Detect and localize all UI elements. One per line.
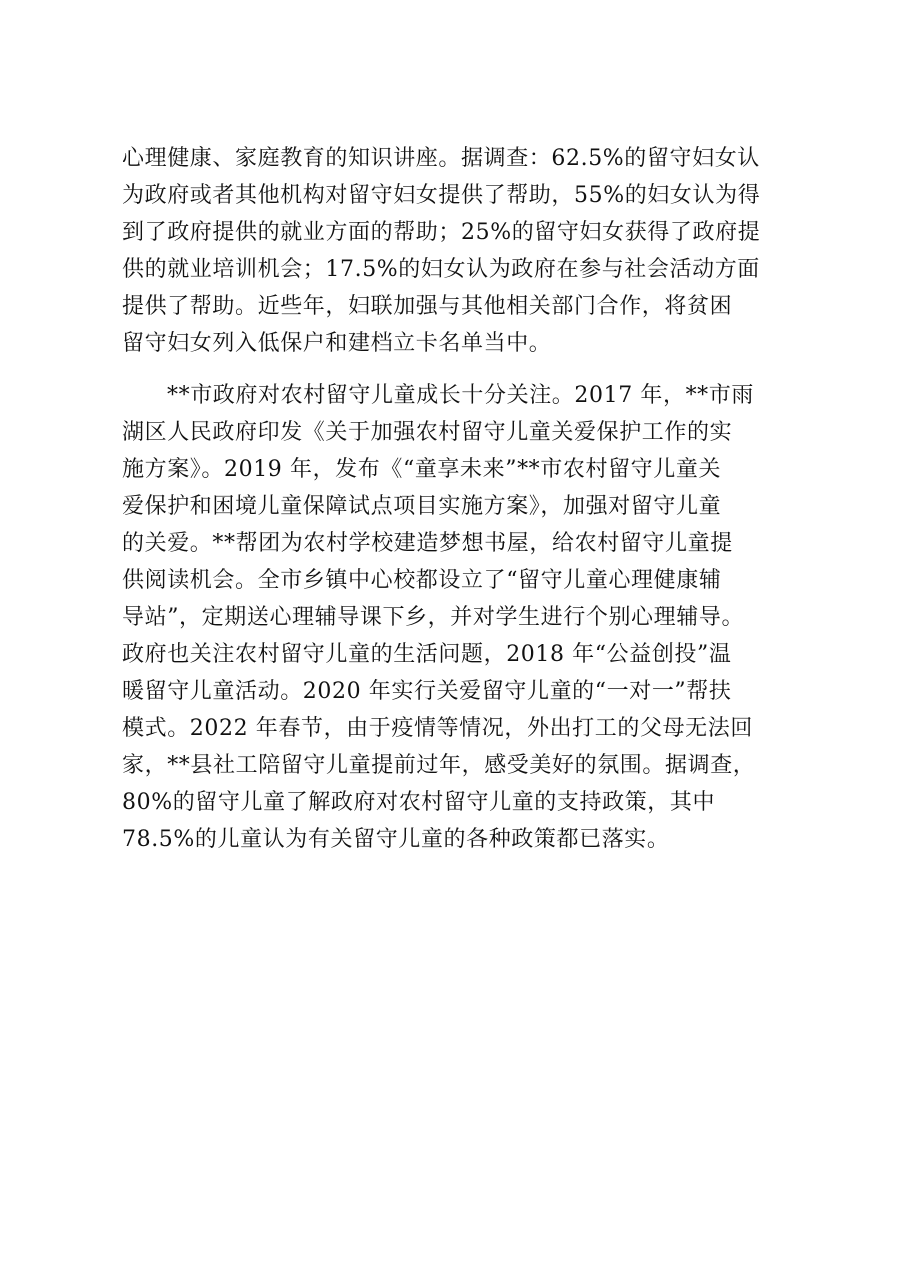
text-line-first: **市政府对农村留守儿童成长十分关注。2017 年，**市雨: [167, 383, 754, 408]
text-line: 政府也关注农村留守儿童的生活问题，2018 年“公益创投”温: [122, 642, 732, 667]
text-line: 爱保护和困境儿童保障试点项目实施方案》，加强对留守儿童: [122, 494, 722, 519]
text-line: 湖区人民政府印发《关于加强农村留守儿童关爱保护工作的实: [122, 420, 733, 445]
text-line: 留守妇女列入低保户和建档立卡名单当中。: [122, 331, 552, 356]
text-line: 模式。2022 年春节，由于疫情等情况，外出打工的父母无法回: [122, 716, 753, 741]
text-line: 导站”，定期送心理辅导课下乡，并对学生进行个别心理辅导。: [122, 605, 745, 630]
text-line: 供阅读机会。全市乡镇中心校都设立了“留守儿童心理健康辅: [122, 568, 722, 593]
text-line: 施方案》。2019 年，发布《“童享未来”**市农村留守儿童关: [122, 457, 722, 482]
paragraph-1: [122, 140, 802, 362]
text-line: 供的就业培训机会；17.5%的妇女认为政府在参与社会活动方面: [122, 257, 760, 282]
paragraph-spacer: [122, 362, 802, 377]
document-body: [122, 140, 802, 858]
paragraph-2: [122, 377, 802, 858]
text-line: 暖留守儿童活动。2020 年实行关爱留守儿童的“一对一”帮扶: [122, 679, 732, 704]
text-line: 提供了帮助。近些年，妇联加强与其他相关部门合作，将贫困: [122, 294, 733, 319]
text-line: 80%的留守儿童了解政府对农村留守儿童的支持政策，其中: [122, 790, 716, 815]
text-line: 为政府或者其他机构对留守妇女提供了帮助，55%的妇女认为得: [122, 183, 761, 208]
text-line: 家，**县社工陪留守儿童提前过年，感受美好的氛围。据调查，: [122, 753, 756, 778]
text-line: 到了政府提供的就业方面的帮助；25%的留守妇女获得了政府提: [122, 220, 761, 245]
text-line: 的关爱。**帮团为农村学校建造梦想书屋，给农村留守儿童提: [122, 531, 733, 556]
text-line: 心理健康、家庭教育的知识讲座。据调查：62.5%的留守妇女认: [122, 146, 760, 171]
text-line: 78.5%的儿童认为有关留守儿童的各种政策都已落实。: [122, 827, 670, 852]
